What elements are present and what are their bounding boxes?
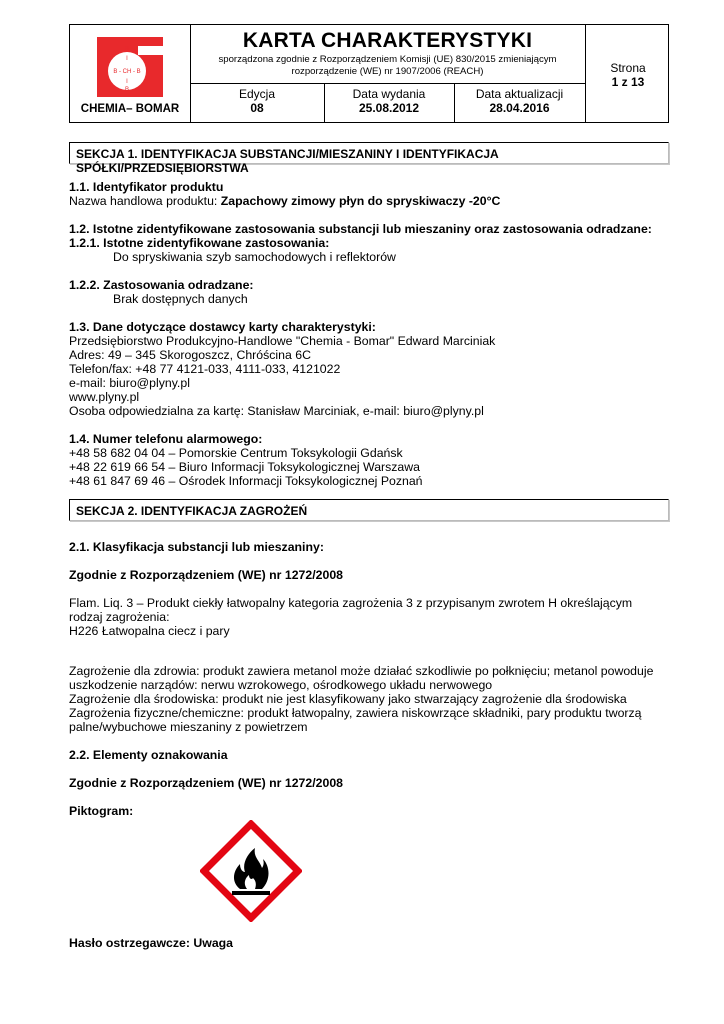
document-subtitle	[190, 54, 585, 78]
update-date-cell	[454, 87, 585, 115]
section-1-2-heading: 1.2. Istotne zidentyfikowane zastosowania substancji lub mieszaniny oraz zastosowania odradzane:	[69, 222, 652, 236]
emergency-phone: +48 61 847 69 46 – Ośrodek Informacji Toksykologicznej Poznań	[69, 474, 423, 488]
page-label: Strona	[610, 61, 646, 75]
issue-date-cell	[324, 87, 454, 115]
supplier-phone: Telefon/fax: +48 77 4121-033, 4111-033, 4121022	[69, 362, 341, 376]
classification-text	[69, 596, 658, 610]
supplier-website: www.plyny.pl	[69, 390, 140, 404]
subtitle-line: rozporządzenie (WE) nr 1907/2006 (REACH)	[291, 66, 484, 77]
health-hazard-line: Zagrożenie dla zdrowia: produkt zawiera metanol może działać szkodliwie po połknięciu; metanol powoduje	[69, 664, 654, 678]
hazard-statement: H226 Łatwopalna ciecz i pary	[69, 624, 230, 638]
emergency-phone: +48 58 682 04 04 – Pomorskie Centrum Toksykologii Gdańsk	[69, 446, 403, 460]
document-title: KARTA CHARAKTERYSTYKI	[242, 29, 533, 52]
section-1-4-heading: 1.4. Numer telefonu alarmowego:	[69, 432, 263, 446]
physical-hazard-line: Zagrożenia fizyczne/chemiczne: produkt łatwopalny, zawiera niskowrzące składniki, pary produktu tworzą	[69, 706, 642, 720]
section-2-1-heading: 2.1. Klasyfikacja substancji lub mieszaniny:	[69, 540, 324, 554]
logo-letter: I	[126, 56, 128, 62]
section-1-1-heading: 1.1. Identyfikator produktu	[69, 180, 224, 194]
logo-letter: B	[124, 46, 130, 52]
logo-center-text: B - CH - B	[113, 69, 141, 75]
responsible-person: Osoba odpowiedzialna za kartę: Stanisław Marciniak, e-mail: biuro@plyny.pl	[69, 404, 484, 418]
supplier-address: Adres: 49 – 345 Skorogoszcz, Chróścina 6C	[69, 348, 311, 362]
product-name-line	[69, 194, 500, 208]
text-line: rodzaj zagrożenia:	[69, 610, 170, 624]
subtitle-line: sporządzona zgodnie z Rozporządzeniem Komisji (UE) 830/2015 zmieniającym	[218, 54, 557, 65]
environment-hazard-line: Zagrożenie dla środowiska: produkt nie jest klasyfikowany jako stwarzający zagrożenie dla środowiska	[69, 692, 627, 706]
section-1-header: SEKCJA 1. IDENTYFIKACJA SUBSTANCJI/MIESZANINY I IDENTYFIKACJA SPÓŁKI/PRZEDSIĘBIORSTWA	[69, 142, 669, 164]
identified-use: Do spryskiwania szyb samochodowych i reflektorów	[113, 250, 396, 264]
section-1-2-1-heading: 1.2.1. Istotne zidentyfikowane zastosowania:	[69, 236, 330, 250]
issue-date-label: Data wydania	[352, 87, 426, 101]
health-hazard-line: uszkodzenie narządów: nerwu wzrokowego, ośrodkowego układu nerwowego	[69, 678, 493, 692]
supplier-name: Przedsiębiorstwo Produkcyjno-Handlowe "Chemia - Bomar" Edward Marciniak	[69, 334, 496, 348]
text-line: Flam. Liq. 3 – Produkt ciekły łatwopalny kategoria zagrożenia 3 z przypisanym zwrotem H określającym	[69, 596, 633, 610]
physical-hazard-line: palne/wybuchowe mieszaniny z powietrzem	[69, 720, 308, 734]
advised-against-use: Brak dostępnych danych	[113, 292, 248, 306]
signal-word: Hasło ostrzegawcze: Uwaga	[69, 936, 234, 950]
emergency-phone: +48 22 619 66 54 – Biuro Informacji Toksykologicznej Warszawa	[69, 460, 420, 474]
document-header	[69, 24, 669, 123]
product-name-label: Nazwa handlowa produktu:	[69, 194, 221, 208]
issue-date-value: 25.08.2012	[358, 101, 420, 115]
section-2-header: SEKCJA 2. IDENTYFIKACJA ZAGROŻEŃ	[69, 499, 669, 521]
logo-letter: B	[124, 87, 130, 93]
section-1-3-heading: 1.3. Dane dotyczące dostawcy karty charakterystyki:	[69, 320, 376, 334]
page-cell	[586, 61, 670, 89]
ghs02-flame-icon	[200, 820, 302, 922]
pictogram-label: Piktogram:	[69, 804, 134, 818]
company-name: CHEMIA– BOMAR	[80, 103, 180, 115]
regulation-heading: Zgodnie z Rozporządzeniem (WE) nr 1272/2008	[69, 776, 344, 790]
edition-cell	[190, 87, 324, 115]
logo-letter: I	[126, 79, 128, 85]
supplier-email: e-mail: biuro@plyny.pl	[69, 376, 190, 390]
update-date-label: Data aktualizacji	[475, 87, 564, 101]
update-date-value: 28.04.2016	[489, 101, 550, 115]
regulation-heading: Zgodnie z Rozporządzeniem (WE) nr 1272/2008	[69, 568, 344, 582]
company-logo	[97, 37, 163, 97]
header-divider	[190, 83, 585, 84]
section-1-2-2-heading: 1.2.2. Zastosowania odradzane:	[69, 278, 254, 292]
edition-label: Edycja	[238, 87, 276, 101]
section-2-2-heading: 2.2. Elementy oznakowania	[69, 748, 228, 762]
page-number: 1 z 13	[611, 75, 645, 89]
edition-value: 08	[250, 101, 264, 115]
product-name-value: Zapachowy zimowy płyn do spryskiwaczy -20°C	[220, 194, 501, 208]
